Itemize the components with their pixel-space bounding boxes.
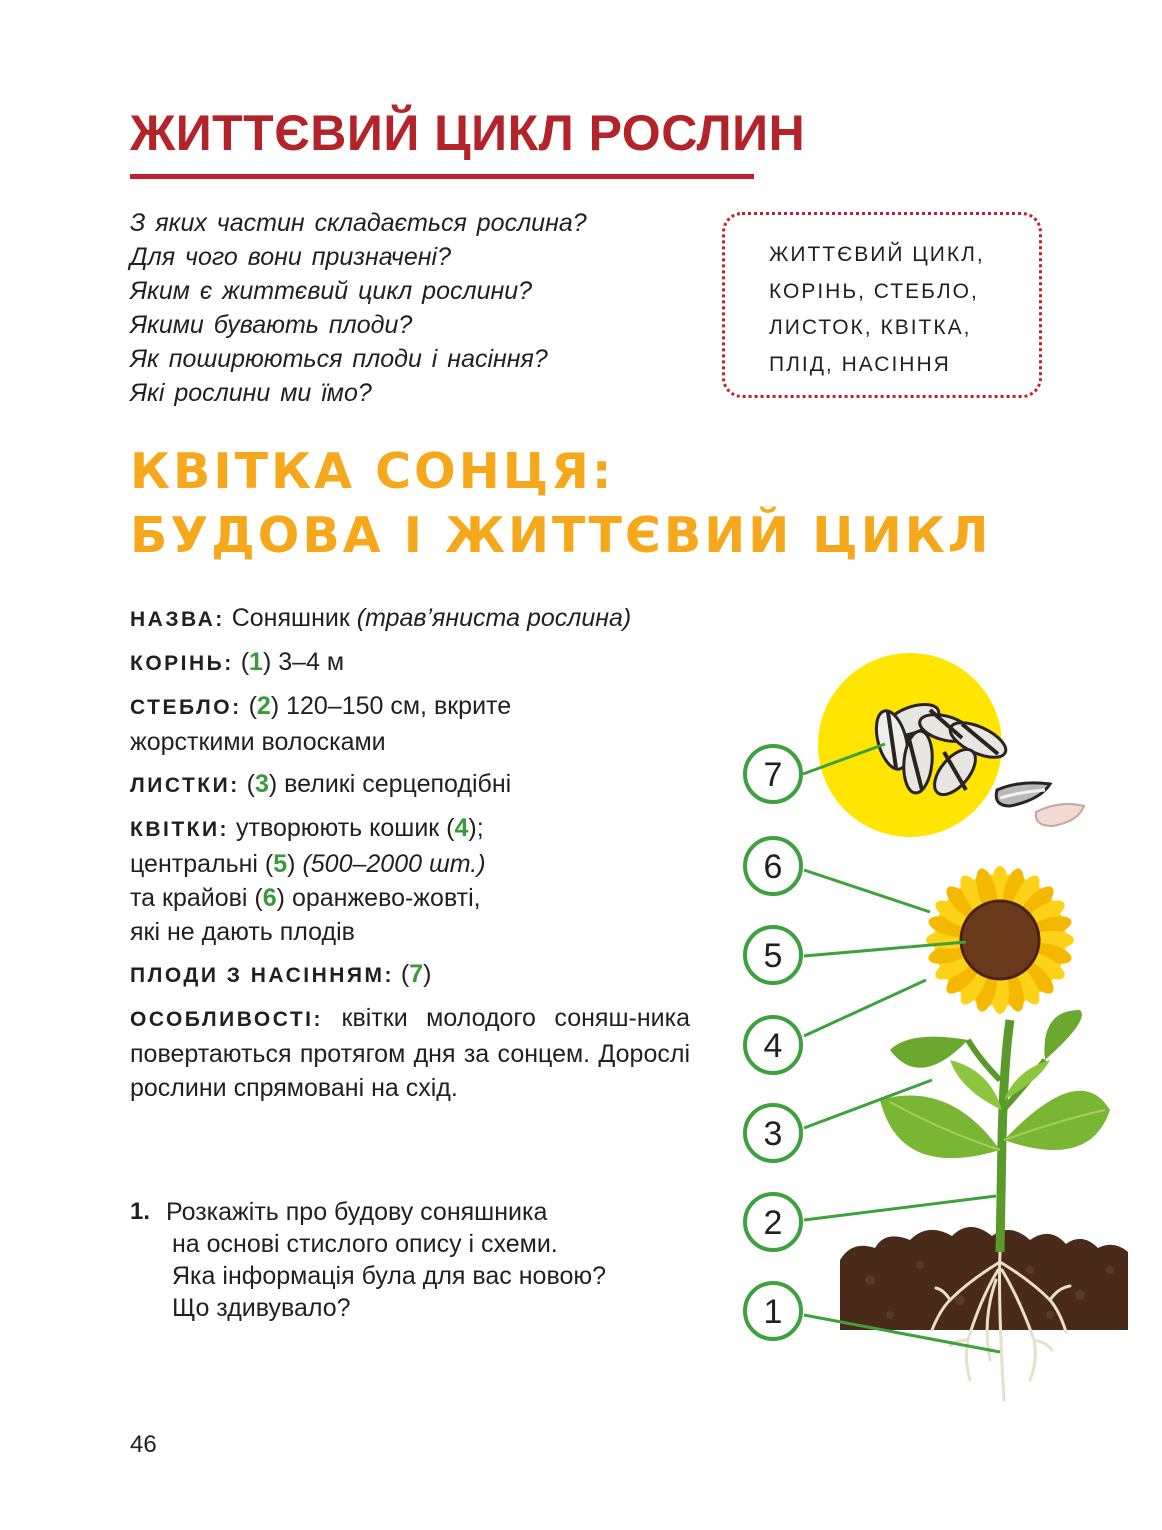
leaves-value: великі серцеподібні [284, 770, 512, 798]
callout-number: 1 [763, 1293, 783, 1331]
callout-number: 5 [763, 937, 783, 975]
title-underline [130, 174, 754, 179]
root-row: КОРІНЬ: (1) 3–4 м [130, 648, 345, 676]
leaves-row: ЛИСТКИ: (3) великі серцеподібні [130, 770, 512, 798]
leaves-number: 3 [254, 770, 269, 798]
question-line: Яким є життєвий цикл рослини? [130, 277, 533, 305]
keywords-list [769, 237, 985, 383]
callout-number: 4 [763, 1027, 783, 1065]
root-number: 1 [249, 648, 263, 676]
keyword-line: ЛИСТОК, КВІТКА, [769, 316, 972, 339]
sunflower-diagram [700, 640, 1140, 1410]
flowers-text: які не дають плодів [130, 918, 355, 946]
subtitle-line: КВІТКА СОНЦЯ: [130, 443, 615, 500]
task-text [166, 1196, 606, 1324]
task-number: 1. [130, 1198, 151, 1225]
flowers-label: КВІТКИ: [130, 818, 230, 841]
fruits-label: ПЛОДИ З НАСІННЯМ: [130, 964, 394, 987]
question-line: З яких частин складається рослина? [130, 209, 587, 237]
keyword-line: КОРІНЬ, СТЕБЛО, [769, 279, 979, 303]
name-note: (трав’яниста рослина) [356, 604, 632, 632]
callout-2 [745, 1194, 801, 1250]
stem-value-cont: жорсткими волосками [130, 728, 386, 756]
callout-number: 7 [763, 756, 783, 794]
question-line: Якими бувають плоди? [130, 311, 413, 339]
flowers-text: центральні [130, 850, 258, 878]
callout-6 [745, 838, 801, 894]
name-row [130, 601, 690, 637]
page-title: ЖИТТЄВИЙ ЦИКЛ РОСЛИН [130, 105, 806, 161]
task-line: Яка інформація була для вас новою? [172, 1262, 607, 1290]
question-line: Як поширюються плоди і насіння? [130, 345, 548, 373]
callout-number: 2 [763, 1204, 783, 1242]
stem-number: 2 [256, 692, 271, 720]
root-value: 3–4 м [278, 648, 345, 676]
question-line: Для чого вони призначені? [130, 243, 451, 271]
keywords-box [722, 212, 1042, 398]
keyword-line: ЖИТТЄВИЙ ЦИКЛ, [769, 243, 985, 266]
features-text: квітки молодого соняш-ника повертаються протягом дня за сонцем. Дорослі рослини спрямовані на схід. [130, 1004, 690, 1102]
page-number: 46 [130, 1431, 157, 1458]
callout-1 [745, 1283, 801, 1339]
flowers-text: утворюють кошик [236, 814, 440, 842]
leaves [880, 1010, 1110, 1158]
stem-label: СТЕБЛО: [130, 696, 242, 719]
subtitle-line: БУДОВА І ЖИТТЄВИЙ ЦИКЛ [130, 507, 992, 564]
callout-7 [745, 746, 801, 802]
callout-circles [745, 746, 801, 1339]
flowers-text: та крайові [130, 884, 248, 912]
sunflower-head [926, 866, 1074, 1014]
question-line: Які рослини ми їмо? [130, 379, 372, 407]
stem-value: 120–150 см, вкрите [286, 692, 512, 720]
task-line: Розкажіть про будову соняшника [166, 1198, 548, 1226]
features-label: ОСОБЛИВОСТІ: [130, 1008, 323, 1031]
root-label: КОРІНЬ: [130, 652, 234, 675]
plant-description [130, 601, 690, 1113]
soil [840, 1227, 1128, 1330]
task-block [130, 1196, 606, 1324]
flowers-row: КВІТКИ: утворюють кошик (4); центральні (5) (500–2000 шт.) та крайові (6) оранжево-жовті, які не дають плодів [130, 814, 486, 946]
section-subtitle [130, 440, 991, 568]
callout-4 [745, 1017, 801, 1073]
callout-3 [745, 1105, 801, 1161]
callout-5 [745, 927, 801, 983]
flowers-text: оранжево-жовті, [291, 884, 481, 912]
guiding-questions [130, 206, 587, 410]
stem-row: СТЕБЛО: (2) 120–150 см, вкрите жорсткими волосками [130, 692, 512, 756]
callout-number: 6 [763, 848, 783, 886]
name-value: Соняшник [231, 604, 350, 632]
task-line: на основі стислого опису і схеми. [172, 1230, 558, 1258]
name-label: НАЗВА: [130, 608, 225, 631]
task-line: Що здивувало? [172, 1294, 351, 1322]
leaves-label: ЛИСТКИ: [130, 774, 240, 797]
fruits-number: 7 [409, 960, 424, 988]
callout-number: 3 [763, 1115, 783, 1153]
flowers-number-5: 5 [273, 850, 288, 878]
flowers-note: (500–2000 шт.) [302, 850, 486, 878]
fruits-row: ПЛОДИ З НАСІННЯМ: (7) [130, 960, 432, 988]
keyword-line: ПЛІД, НАСІННЯ [769, 352, 951, 376]
flowers-number-4: 4 [454, 814, 469, 842]
features-row [130, 1001, 690, 1105]
flowers-number-6: 6 [262, 884, 277, 912]
